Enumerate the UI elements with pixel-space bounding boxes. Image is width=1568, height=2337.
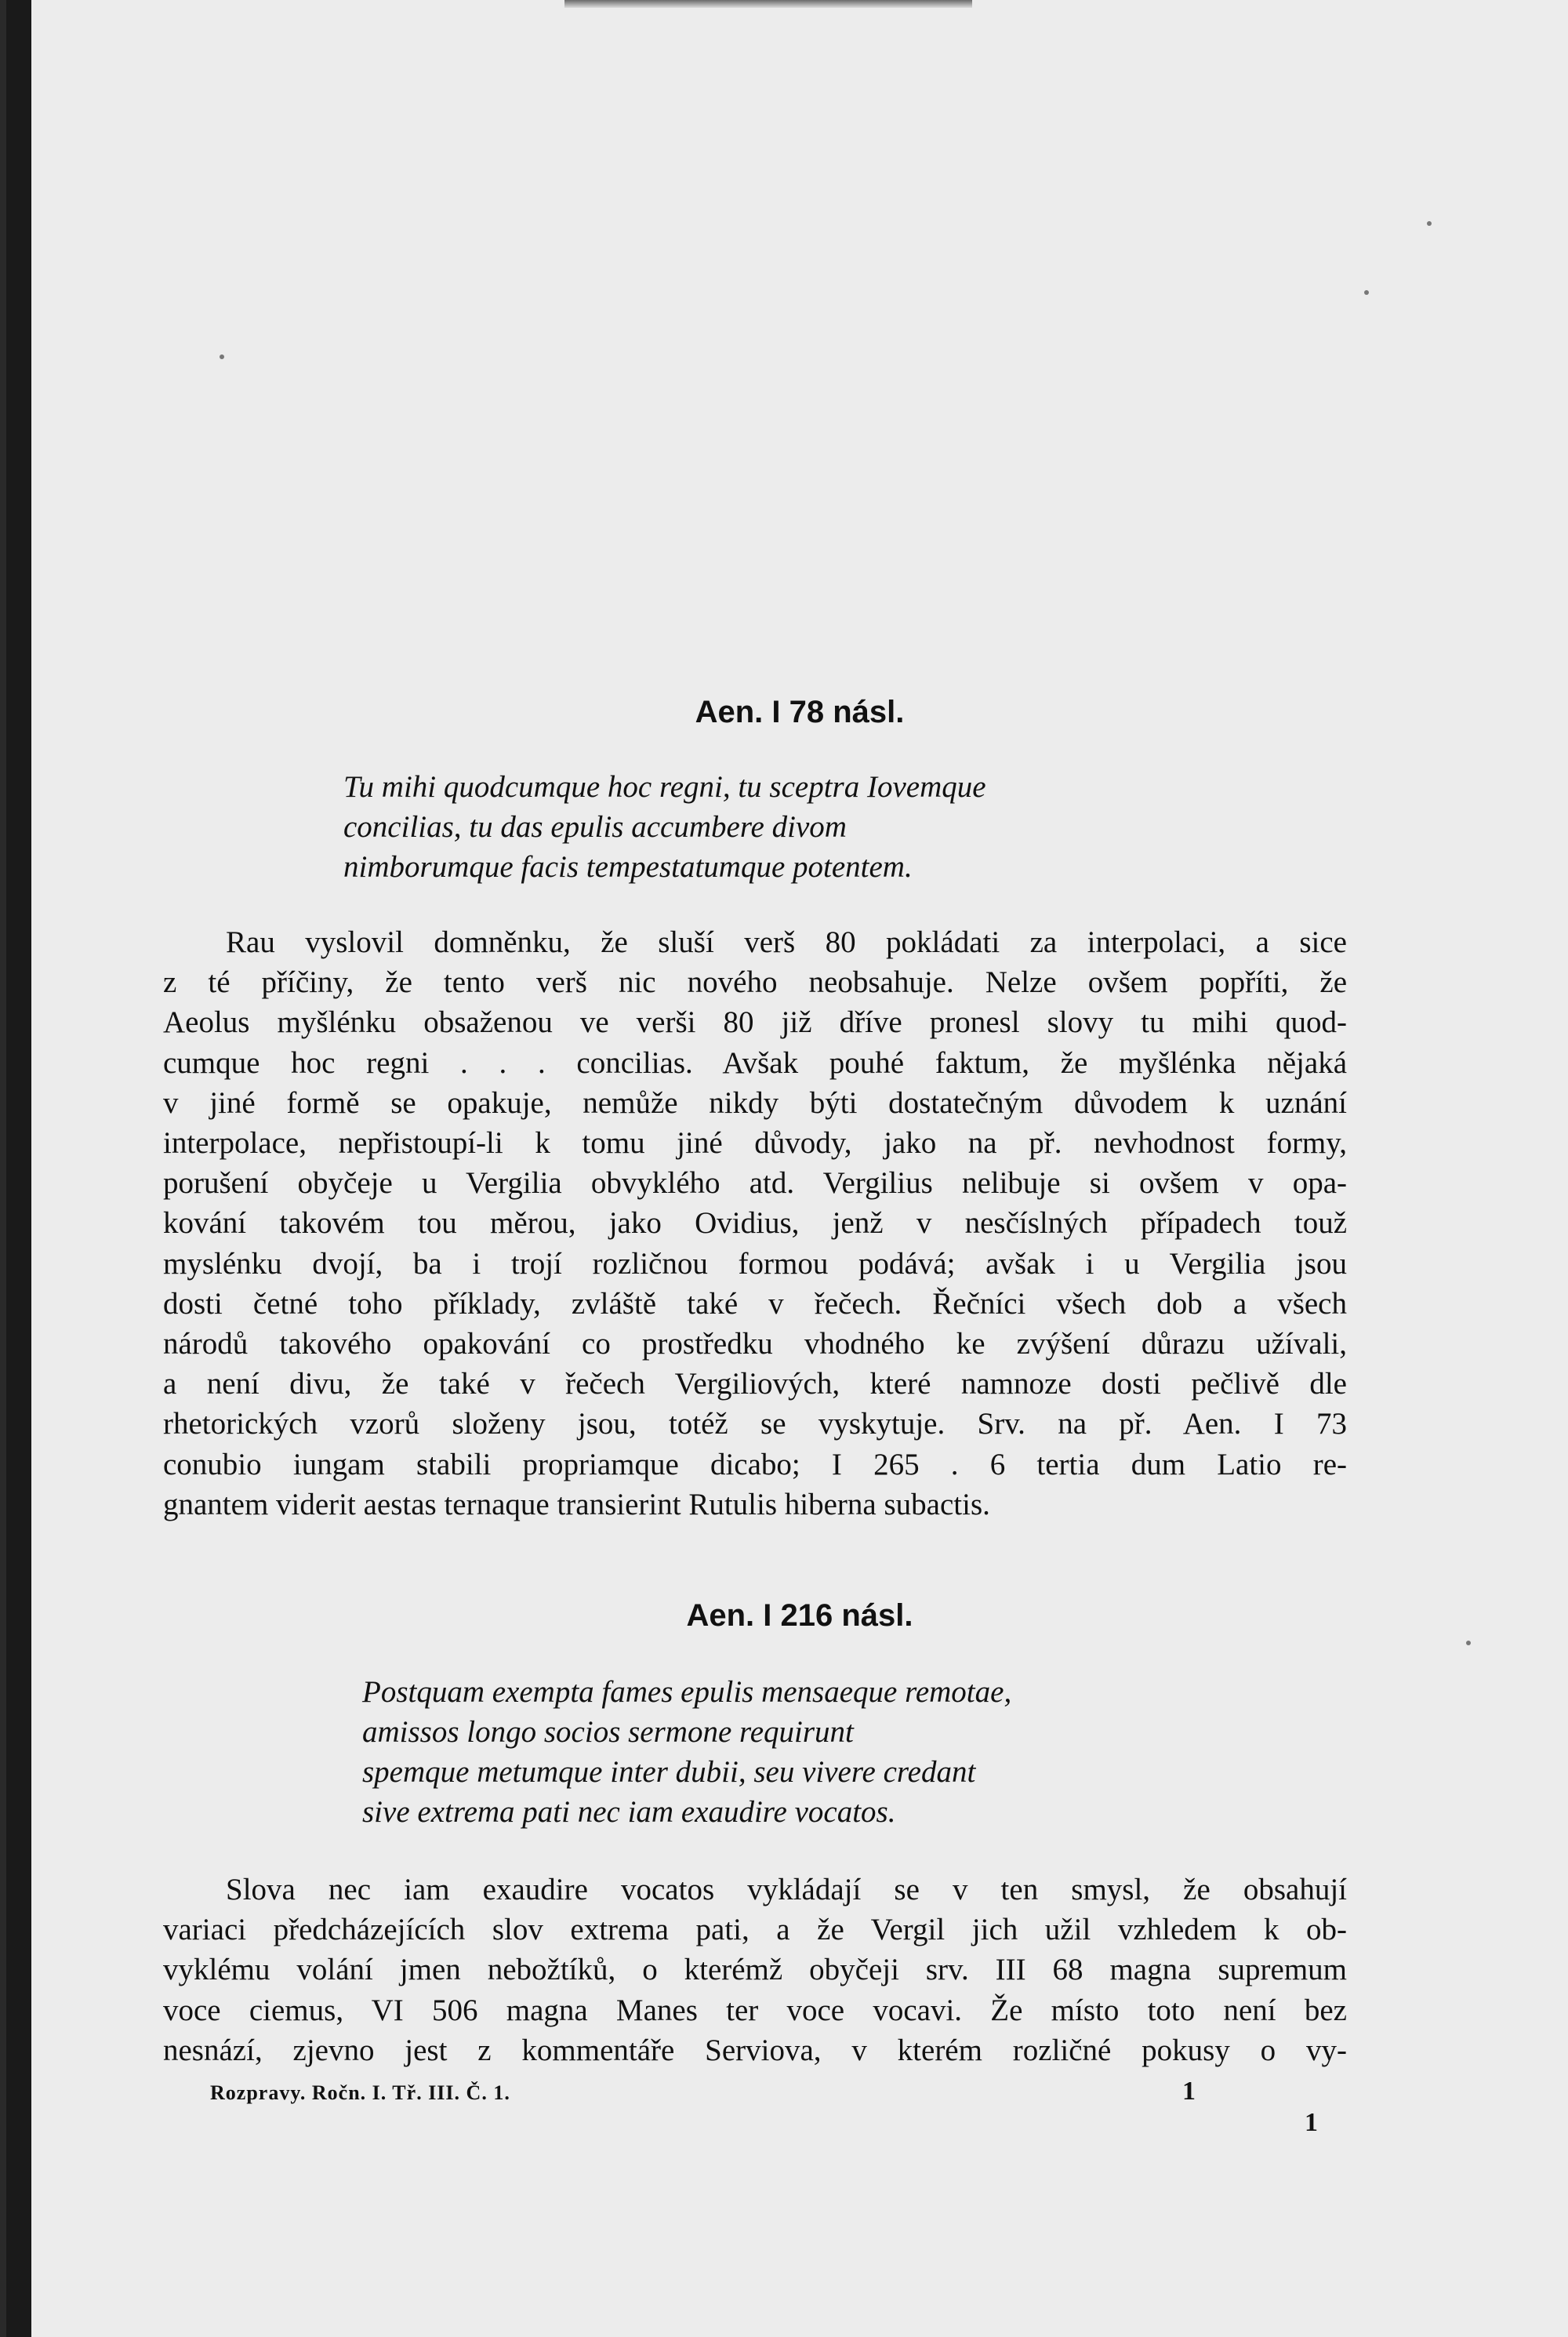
text-line: variaci předcházejících slov extrema pati, a že Vergil jich užil vzhledem k ob- xyxy=(163,1913,1347,1947)
text-line: Rau vyslovil domněnku, že sluší verš 80 pokládati za interpolaci, a sice xyxy=(226,925,1347,959)
text-line: porušení obyčeje u Vergilia obvyklého atd. Vergilius nelibuje si ovšem v opa- xyxy=(163,1166,1347,1201)
scan-speck xyxy=(1364,290,1369,295)
text-line: myslénku dvojí, ba i trojí rozličnou formou podává; avšak i u Vergilia jsou xyxy=(163,1246,1347,1281)
text-line: conubio iungam stabili propriamque dicabo; I 265 . 6 tertia dum Latio re- xyxy=(163,1447,1347,1481)
verse-line: spemque metumque inter dubii, seu vivere credant xyxy=(362,1755,976,1789)
scan-edge xyxy=(0,0,6,2337)
sheet-number: 1 xyxy=(1182,2077,1196,2106)
text-line: gnantem viderit aestas ternaque transierint Rutulis hiberna subactis. xyxy=(163,1487,990,1521)
text-line: a není divu, že také v řečech Vergiliových, které namnoze dosti pečlivě dle xyxy=(163,1367,1347,1401)
text-line: v jiné formě se opakuje, nemůže nikdy býti dostatečným důvodem k uznání xyxy=(163,1085,1347,1120)
page-number: 1 xyxy=(1305,2108,1318,2137)
text-line: voce ciemus, VI 506 magna Manes ter voce vocavi. Že místo toto není bez xyxy=(163,1993,1347,2027)
scan-speck xyxy=(1466,1641,1471,1645)
section-heading: Aen. I 78 násl. xyxy=(695,695,905,729)
scan-speck xyxy=(1427,221,1432,226)
verse-line: concilias, tu das epulis accumbere divom xyxy=(343,810,847,844)
verse-quote xyxy=(343,767,986,887)
text-line: kování takovém tou měrou, jako Ovidius, jenž v nesčíslných případech touž xyxy=(163,1206,1347,1241)
document-page xyxy=(31,0,1568,2337)
body-paragraph xyxy=(163,1870,1347,2070)
text-line: národů takového opakování co prostředku vhodného ke zvýšení důrazu užívali, xyxy=(163,1327,1347,1361)
section-heading: Aen. I 216 násl. xyxy=(686,1598,913,1633)
text-line: rhetorických vzorů složeny jsou, totéž se vyskytuje. Srv. na př. Aen. I 73 xyxy=(163,1407,1347,1441)
body-paragraph xyxy=(163,922,1347,1525)
text-line: z té příčiny, že tento verš nic nového neobsahuje. Nelze ovšem popříti, že xyxy=(163,965,1347,1000)
scan-artifact xyxy=(564,0,972,8)
scan-speck xyxy=(220,354,224,359)
verse-line: amissos longo socios sermone requirunt xyxy=(362,1715,854,1749)
text-line: interpolace, nepřistoupí-li k tomu jiné důvody, jako na př. nevhodnost formy, xyxy=(163,1126,1347,1161)
text-line: cumque hoc regni . . . concilias. Avšak pouhé faktum, že myšlénka nějaká xyxy=(163,1045,1347,1080)
footer-signature: Rozpravy. Ročn. I. Tř. III. Č. 1. xyxy=(210,2081,510,2104)
verse-line: nimborumque facis tempestatumque potentem. xyxy=(343,850,913,884)
text-line: Aeolus myšlénku obsaženou ve verši 80 již dříve pronesl slovy tu mihi quod- xyxy=(163,1005,1347,1040)
text-line: dosti četné toho příklady, zvláště také v řečech. Řečníci všech dob a všech xyxy=(163,1286,1347,1321)
verse-line: sive extrema pati nec iam exaudire vocatos. xyxy=(362,1795,896,1829)
verse-quote xyxy=(362,1672,1011,1832)
text-line: Slova nec iam exaudire vocatos vykládají se v ten smysl, že obsahují xyxy=(226,1873,1347,1906)
text-line: vyklému volání jmen nebožtíků, o kterémž obyčeji srv. III 68 magna supremum xyxy=(163,1953,1347,1987)
text-line: nesnází, zjevno jest z kommentáře Serviova, v kterém rozličné pokusy o vy- xyxy=(163,2033,1347,2067)
verse-line: Postquam exempta fames epulis mensaeque remotae, xyxy=(362,1675,1012,1709)
verse-line: Tu mihi quodcumque hoc regni, tu sceptra Iovemque xyxy=(343,770,986,804)
